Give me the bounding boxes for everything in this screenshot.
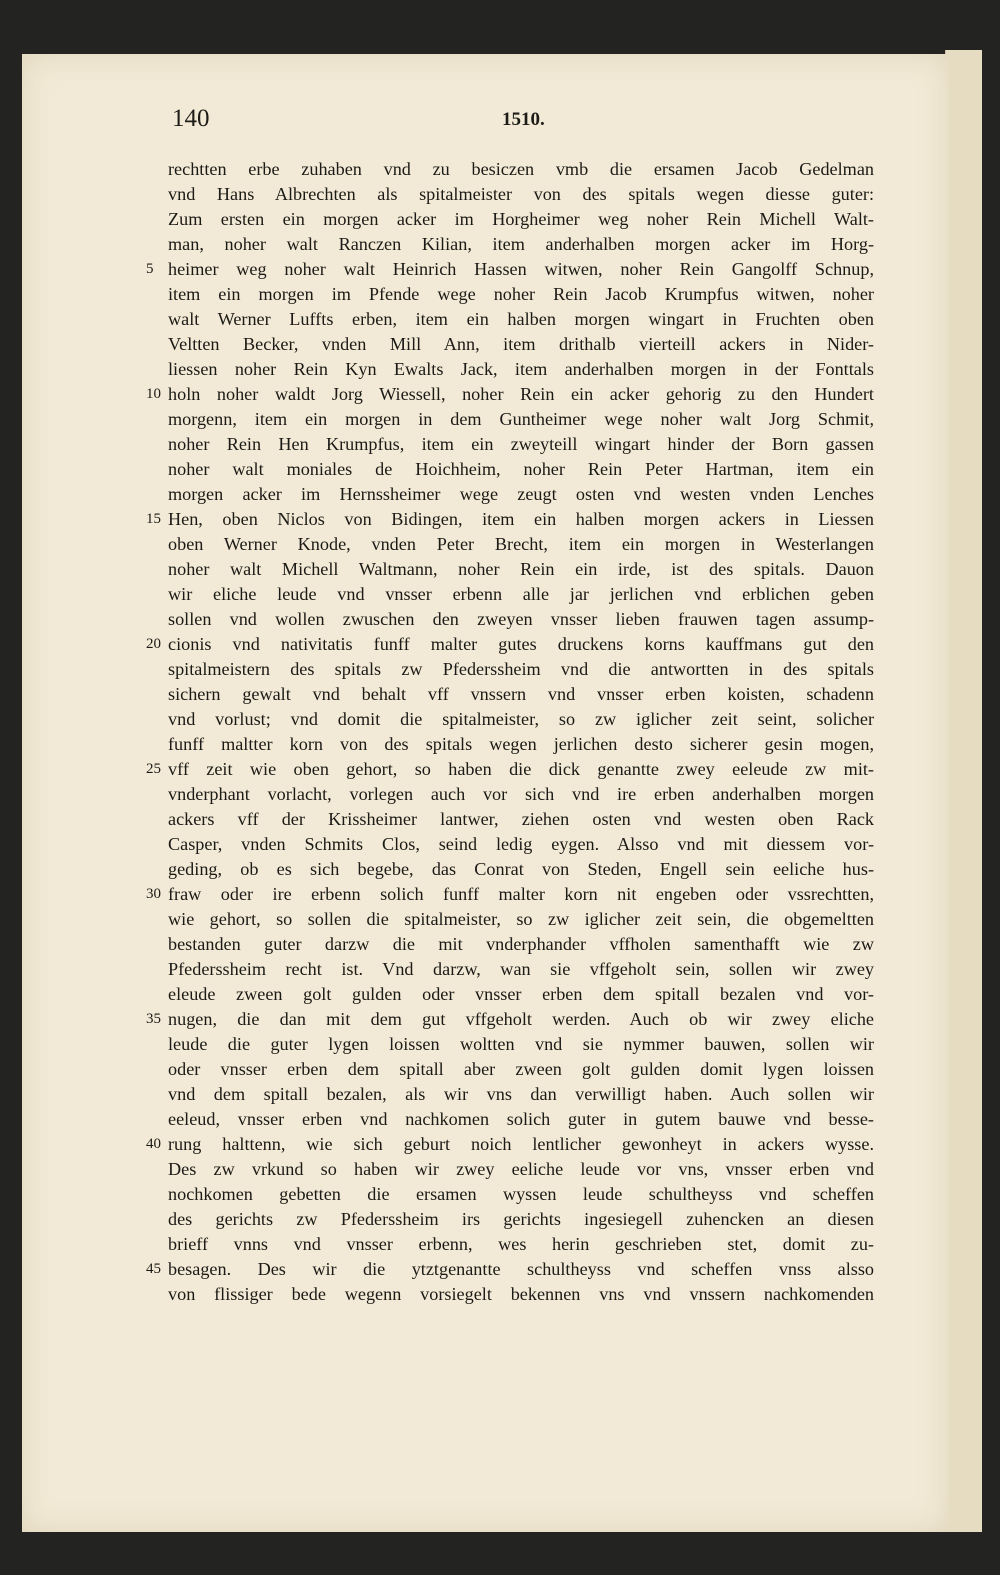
line-text: Veltten Becker, vnden Mill Ann, item drithalb vierteill ackers in Nider-	[168, 334, 874, 354]
line-text: sichern gewalt vnd behalt vff vnssern vnd vnsser erben koisten, schadenn	[168, 684, 874, 704]
text-line	[168, 482, 874, 507]
line-text: holn noher waldt Jorg Wiessell, noher Rein ein acker gehorig zu den Hundert	[168, 384, 874, 404]
text-line	[146, 757, 874, 782]
text-line	[168, 832, 874, 857]
text-line	[168, 432, 874, 457]
page-edge	[945, 50, 982, 1532]
text-line	[168, 607, 874, 632]
line-text: noher walt Michell Waltmann, noher Rein ein irde, ist des spitals. Dauon	[168, 559, 874, 579]
line-text: liessen noher Rein Kyn Ewalts Jack, item anderhalben morgen in der Fonttals	[168, 359, 874, 379]
line-text: wie gehort, so sollen die spitalmeister, so zw iglicher zeit sein, die obgemeltten	[168, 909, 874, 929]
line-text: vff zeit wie oben gehort, so haben die dick genantte zwey eeleude zw mit-	[168, 759, 874, 779]
running-head: 1510.	[502, 109, 545, 130]
body-text	[146, 157, 874, 1307]
text-line	[168, 207, 874, 232]
line-text: morgenn, item ein morgen in dem Guntheimer wege noher walt Jorg Schmit,	[168, 409, 874, 429]
line-number: 5	[146, 261, 154, 277]
text-line	[168, 332, 874, 357]
text-line	[168, 857, 874, 882]
line-text: spitalmeistern des spitals zw Pfederssheim vnd die antwortten in des spitals	[168, 659, 874, 679]
text-line	[168, 907, 874, 932]
text-line	[168, 682, 874, 707]
line-text: funff maltter korn von des spitals wegen jerlichen desto sicherer gesin mogen,	[168, 734, 874, 754]
text-line	[168, 807, 874, 832]
line-text: Hen, oben Niclos von Bidingen, item ein halben morgen ackers in Liessen	[168, 509, 874, 529]
text-line	[168, 782, 874, 807]
line-text: Des zw vrkund so haben wir zwey eeliche leude vor vns, vnsser erben vnd	[168, 1159, 874, 1179]
text-line	[168, 232, 874, 257]
text-line	[168, 532, 874, 557]
text-line	[168, 707, 874, 732]
page-header	[172, 105, 884, 135]
line-text: heimer weg noher walt Heinrich Hassen witwen, noher Rein Gangolff Schnup,	[168, 259, 874, 279]
text-line	[168, 582, 874, 607]
text-line	[146, 1007, 874, 1032]
text-line	[168, 657, 874, 682]
text-line	[168, 732, 874, 757]
text-line	[146, 632, 874, 657]
line-text: oder vnsser erben dem spitall aber zween golt gulden domit lygen loissen	[168, 1059, 874, 1079]
text-line	[168, 1207, 874, 1232]
line-text: eeleud, vnsser erben vnd nachkomen solich guter in gutem bauwe vnd besse-	[168, 1109, 874, 1129]
text-line	[168, 457, 874, 482]
text-line	[168, 1032, 874, 1057]
line-number: 20	[146, 636, 161, 652]
text-line	[168, 932, 874, 957]
line-number: 10	[146, 386, 161, 402]
text-line	[146, 1257, 874, 1282]
line-text: Zum ersten ein morgen acker im Horgheimer weg noher Rein Michell Walt-	[168, 209, 874, 229]
text-line	[168, 957, 874, 982]
text-line	[168, 157, 874, 182]
page-number: 140	[172, 105, 210, 132]
line-text: vnderphant vorlacht, vorlegen auch vor sich vnd ire erben anderhalben morgen	[168, 784, 874, 804]
line-text: walt Werner Luffts erben, item ein halben morgen wingart in Fruchten oben	[168, 309, 874, 329]
line-text: item ein morgen im Pfende wege noher Rein Jacob Krumpfus witwen, noher	[168, 284, 874, 304]
line-text: man, noher walt Ranczen Kilian, item anderhalben morgen acker im Horg-	[168, 234, 874, 254]
text-line	[168, 982, 874, 1007]
text-line	[146, 507, 874, 532]
line-text: sollen vnd wollen zwuschen den zweyen vnsser lieben frauwen tagen assump-	[168, 609, 874, 629]
text-line	[168, 1157, 874, 1182]
line-text: cionis vnd nativitatis funff malter gutes druckens korns kauffmans gut den	[168, 634, 874, 654]
line-number: 40	[146, 1136, 161, 1152]
line-text: Casper, vnden Schmits Clos, seind ledig eygen. Alsso vnd mit diessem vor-	[168, 834, 874, 854]
line-text: Pfederssheim recht ist. Vnd darzw, wan sie vffgeholt sein, sollen wir zwey	[168, 959, 874, 979]
line-text: rechtten erbe zuhaben vnd zu besiczen vmb die ersamen Jacob Gedelman	[168, 159, 874, 179]
line-text: ackers vff der Krissheimer lantwer, ziehen osten vnd westen oben Rack	[168, 809, 874, 829]
line-text: nochkomen gebetten die ersamen wyssen leude schultheyss vnd scheffen	[168, 1184, 874, 1204]
line-text: noher walt moniales de Hoichheim, noher Rein Peter Hartman, item ein	[168, 459, 874, 479]
line-number: 45	[146, 1261, 161, 1277]
line-text: bestanden guter darzw die mit vnderphander vffholen samenthafft wie zw	[168, 934, 874, 954]
line-text: besagen. Des wir die ytztgenantte schultheyss vnd scheffen vnss alsso	[168, 1259, 874, 1279]
line-text: des gerichts zw Pfederssheim irs gerichts ingesiegell zuhencken an diesen	[168, 1209, 874, 1229]
text-line	[168, 282, 874, 307]
text-line	[168, 1232, 874, 1257]
line-number: 35	[146, 1011, 161, 1027]
line-text: rung halttenn, wie sich geburt noich lentlicher gewonheyt in ackers wysse.	[168, 1134, 874, 1154]
text-line	[168, 1107, 874, 1132]
text-line	[168, 307, 874, 332]
line-text: geding, ob es sich begebe, das Conrat von Steden, Engell sein eeliche hus-	[168, 859, 874, 879]
line-text: oben Werner Knode, vnden Peter Brecht, item ein morgen in Westerlangen	[168, 534, 874, 554]
text-line	[168, 407, 874, 432]
text-line	[168, 1182, 874, 1207]
text-line	[168, 357, 874, 382]
text-line	[168, 1282, 874, 1307]
line-text: noher Rein Hen Krumpfus, item ein zweyteill wingart hinder der Born gassen	[168, 434, 874, 454]
line-text: leude die guter lygen loissen woltten vnd sie nymmer bauwen, sollen wir	[168, 1034, 874, 1054]
line-text: vnd dem spitall bezalen, als wir vns dan verwilligt haben. Auch sollen wir	[168, 1084, 874, 1104]
line-text: morgen acker im Hernssheimer wege zeugt osten vnd westen vnden Lenches	[168, 484, 874, 504]
line-text: eleude zween golt gulden oder vnsser erben dem spitall bezalen vnd vor-	[168, 984, 874, 1004]
line-text: brieff vnns vnd vnsser erbenn, wes herin geschrieben stet, domit zu-	[168, 1234, 874, 1254]
text-line	[146, 1132, 874, 1157]
text-line	[146, 257, 874, 282]
line-text: wir eliche leude vnd vnsser erbenn alle jar jerlichen vnd erblichen geben	[168, 584, 874, 604]
text-line	[168, 557, 874, 582]
text-line	[168, 1057, 874, 1082]
line-text: nugen, die dan mit dem gut vffgeholt werden. Auch ob wir zwey eliche	[168, 1009, 874, 1029]
line-number: 30	[146, 886, 161, 902]
line-text: vnd vorlust; vnd domit die spitalmeister, so zw iglicher zeit seint, solicher	[168, 709, 874, 729]
line-number: 15	[146, 511, 161, 527]
line-text: von flissiger bede wegenn vorsiegelt bekennen vns vnd vnssern nachkomenden	[168, 1284, 874, 1304]
text-line	[146, 882, 874, 907]
text-line	[168, 182, 874, 207]
line-text: vnd Hans Albrechten als spitalmeister von des spitals wegen diesse guter:	[168, 184, 874, 204]
line-text: fraw oder ire erbenn solich funff malter korn nit engeben oder vssrechtten,	[168, 884, 874, 904]
line-number: 25	[146, 761, 161, 777]
text-line	[146, 382, 874, 407]
text-line	[168, 1082, 874, 1107]
